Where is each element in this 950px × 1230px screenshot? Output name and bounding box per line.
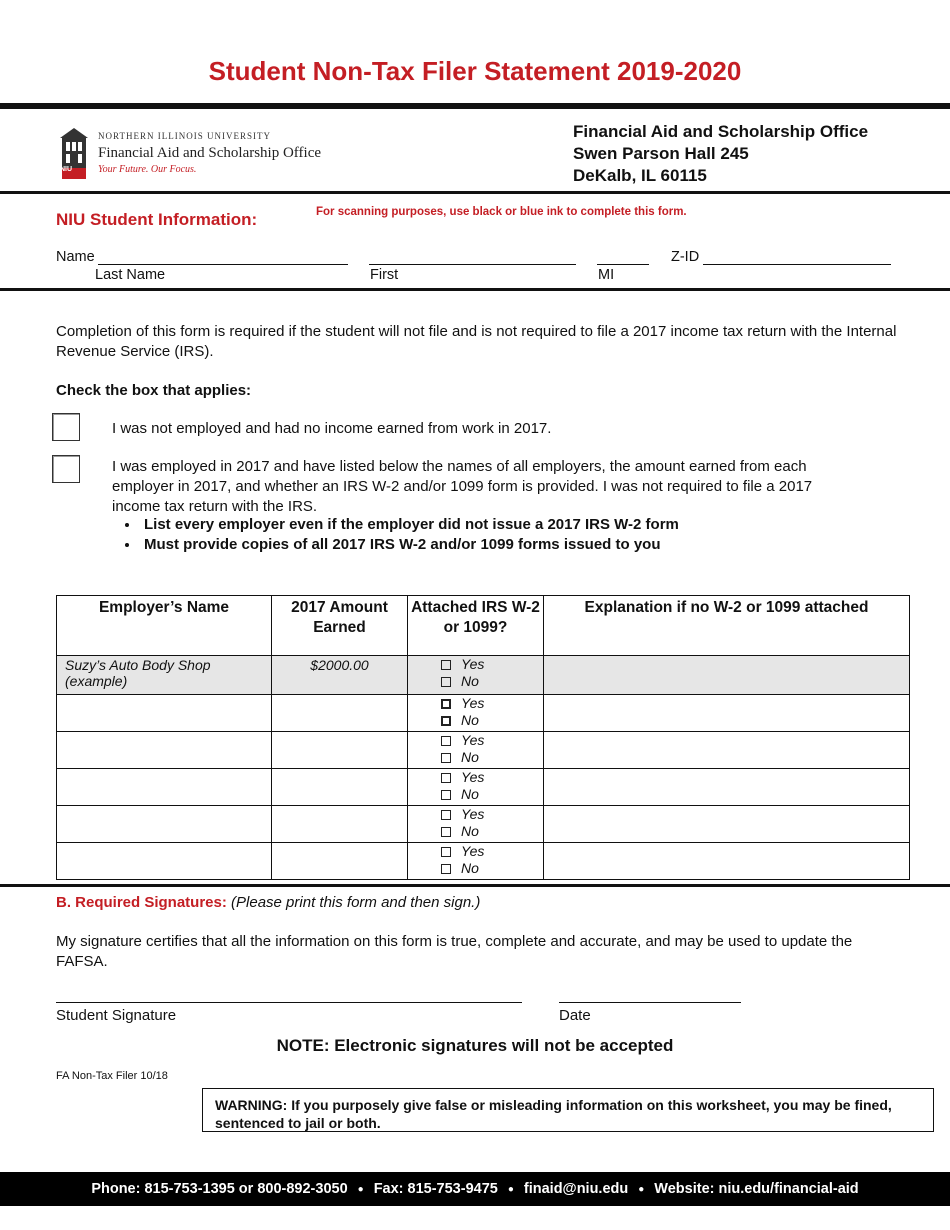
zid-field[interactable]	[703, 263, 891, 265]
employer-table	[56, 595, 910, 880]
office-line-1: Financial Aid and Scholarship Office	[573, 122, 869, 141]
yes-checkbox[interactable]	[441, 773, 451, 783]
bullet-icon: ●	[638, 1183, 645, 1195]
yes-label: Yes	[461, 843, 485, 859]
example-attached	[408, 656, 544, 695]
employer-cell[interactable]	[57, 806, 272, 843]
yes-checkbox[interactable]	[441, 699, 451, 709]
yes-checkbox[interactable]	[441, 736, 451, 746]
electronic-signature-note: NOTE: Electronic signatures will not be accepted	[276, 1036, 674, 1055]
footer-email[interactable]: finaid@niu.edu	[523, 1181, 629, 1197]
office-address	[573, 121, 868, 187]
intro-text: Completion of this form is required if the student will not file and is not required to file a 2017 income tax return with the Internal Revenue Service (IRS).	[56, 323, 897, 360]
no-label: No	[461, 860, 479, 876]
employed-checkbox[interactable]	[52, 455, 80, 483]
signature-rule	[0, 884, 950, 887]
no-checkbox[interactable]	[441, 753, 451, 763]
table-row	[57, 843, 910, 880]
student-signature-field[interactable]	[56, 1002, 522, 1003]
logo-tagline: Your Future. Our Focus.	[98, 164, 197, 175]
employer-cell[interactable]	[57, 732, 272, 769]
yes-label: Yes	[461, 806, 485, 822]
contact-footer	[0, 1172, 950, 1206]
name-label: Name	[56, 249, 95, 265]
example-employer: Suzy’s Auto Body Shop (example)	[57, 656, 272, 695]
no-checkbox[interactable]	[441, 864, 451, 874]
form-id: FA Non-Tax Filer 10/18	[56, 1070, 168, 1082]
certify-text: My signature certifies that all the information on this form is true, complete and accurate, and may be used to update the FAFSA.	[56, 933, 853, 970]
check-heading: Check the box that applies:	[56, 382, 252, 399]
header-explanation: Explanation if no W-2 or 1099 attached	[544, 596, 910, 656]
yes-checkbox[interactable]	[441, 847, 451, 857]
explanation-cell[interactable]	[544, 843, 910, 880]
signatures-heading: B. Required Signatures:	[56, 894, 227, 911]
logo-office: Financial Aid and Scholarship Office	[98, 145, 322, 161]
footer-phone: Phone: 815-753-1395 or 800-892-3050	[91, 1181, 348, 1197]
header-rule	[0, 103, 950, 109]
signatures-heading-line	[56, 894, 480, 911]
no-label: No	[461, 673, 479, 689]
bullet-icon: ●	[507, 1183, 514, 1195]
mi-field[interactable]	[597, 263, 649, 265]
employer-cell[interactable]	[57, 769, 272, 806]
header-amount: 2017 Amount Earned	[272, 596, 408, 656]
amount-cell[interactable]	[272, 732, 408, 769]
option-not-employed-text: I was not employed and had no income earned from work in 2017.	[112, 420, 552, 437]
signatures-instruction: (Please print this form and then sign.)	[231, 894, 481, 911]
scan-note: For scanning purposes, use black or blue ink to complete this form.	[316, 206, 687, 218]
explanation-cell[interactable]	[544, 769, 910, 806]
zid-label: Z-ID	[671, 249, 700, 265]
section-rule	[0, 191, 950, 194]
student-signature-label: Student Signature	[56, 1007, 177, 1024]
option-employed-text: I was employed in 2017 and have listed below the names of all employers, the amount earned from each employer in 2017, and whether an IRS W-2 and/or 1099 form is provided. I was not required to file a 2017 income tax return with the IRS.	[112, 458, 813, 515]
example-amount: $2000.00	[272, 656, 408, 695]
date-field[interactable]	[559, 1002, 741, 1003]
not-employed-checkbox[interactable]	[52, 413, 80, 441]
table-row	[57, 695, 910, 732]
employer-cell[interactable]	[57, 843, 272, 880]
student-info-heading: NIU Student Information:	[56, 210, 258, 229]
footer-fax: Fax: 815-753-9475	[373, 1181, 498, 1197]
no-checkbox[interactable]	[441, 677, 451, 687]
date-label: Date	[559, 1007, 591, 1024]
explanation-cell[interactable]	[544, 695, 910, 732]
amount-cell[interactable]	[272, 806, 408, 843]
no-label: No	[461, 749, 479, 765]
attached-cell	[408, 732, 544, 769]
office-line-2: Swen Parson Hall 245	[573, 144, 749, 163]
requirement-item: • Must provide copies of all 2017 IRS W-2 and/or 1099 forms issued to you	[140, 535, 679, 555]
no-label: No	[461, 712, 479, 728]
first-name-field[interactable]	[369, 263, 576, 265]
attached-cell	[408, 806, 544, 843]
no-checkbox[interactable]	[441, 716, 451, 726]
last-name-field[interactable]	[98, 263, 348, 265]
amount-cell[interactable]	[272, 843, 408, 880]
requirements-list	[112, 515, 679, 555]
attached-cell	[408, 769, 544, 806]
yes-label: Yes	[461, 656, 485, 672]
explanation-cell[interactable]	[544, 732, 910, 769]
header-attached: Attached IRS W-2 or 1099?	[408, 596, 544, 656]
table-header-row	[57, 596, 910, 656]
explanation-cell[interactable]	[544, 806, 910, 843]
amount-cell[interactable]	[272, 695, 408, 732]
bullet-icon: ●	[357, 1183, 364, 1195]
yes-checkbox[interactable]	[441, 660, 451, 670]
office-line-3: DeKalb, IL 60115	[573, 166, 707, 185]
yes-label: Yes	[461, 695, 485, 711]
no-label: No	[461, 786, 479, 802]
table-row	[57, 732, 910, 769]
first-name-caption: First	[370, 267, 399, 283]
footer-website[interactable]: Website: niu.edu/financial-aid	[654, 1181, 859, 1197]
warning-box: WARNING: If you purposely give false or misleading information on this worksheet, you may be fined, sentenced to jail or both.	[202, 1088, 934, 1132]
header-employer: Employer’s Name	[57, 596, 272, 656]
no-label: No	[461, 823, 479, 839]
page-title: Student Non-Tax Filer Statement 2019-2020	[208, 56, 742, 86]
no-checkbox[interactable]	[441, 827, 451, 837]
yes-label: Yes	[461, 732, 485, 748]
table-row	[57, 806, 910, 843]
example-row	[57, 656, 910, 695]
requirement-item: • List every employer even if the employer did not issue a 2017 IRS W-2 form	[140, 515, 679, 535]
niu-mark: NIU	[60, 166, 73, 173]
mi-caption: MI	[598, 267, 615, 283]
amount-cell[interactable]	[272, 769, 408, 806]
no-checkbox[interactable]	[441, 790, 451, 800]
employer-cell[interactable]	[57, 695, 272, 732]
example-explanation	[544, 656, 910, 695]
logo-university: NORTHERN ILLINOIS UNIVERSITY	[98, 131, 271, 141]
last-name-caption: Last Name	[95, 267, 166, 283]
attached-cell	[408, 843, 544, 880]
table-row	[57, 769, 910, 806]
info-rule	[0, 288, 950, 291]
attached-cell	[408, 695, 544, 732]
yes-label: Yes	[461, 769, 485, 785]
yes-checkbox[interactable]	[441, 810, 451, 820]
